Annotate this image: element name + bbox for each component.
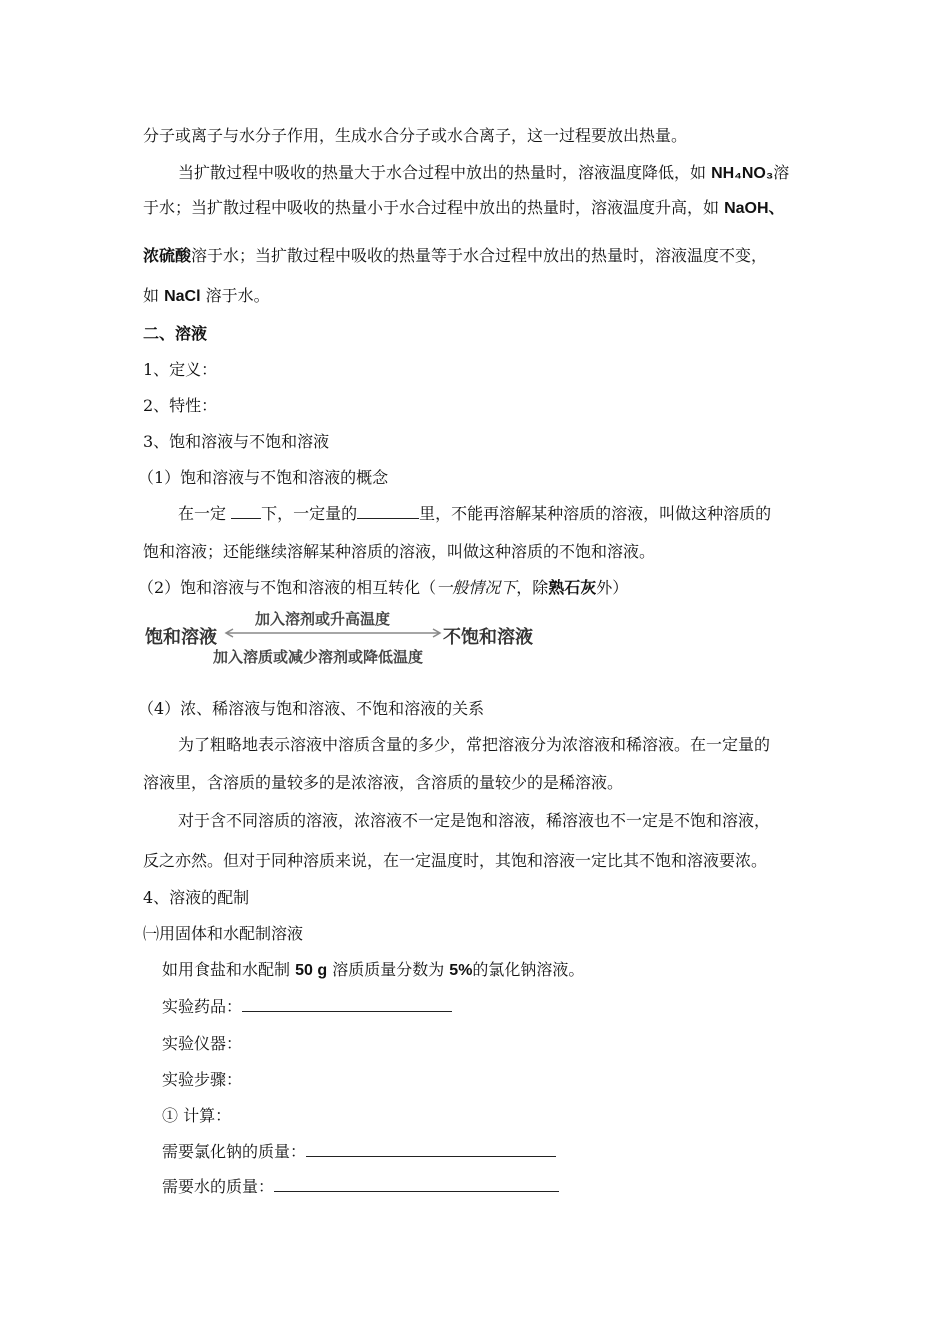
paragraph-line [0,244,950,268]
text: 的氯化钠溶液。 [472,960,585,979]
heading-text: 二、溶液 [143,324,208,343]
diagram-right-label: 不饱和溶液 [443,627,533,648]
text: 如用食盐和水配制 [162,960,296,979]
list-item [0,358,950,382]
section-heading [0,322,950,346]
text: （1）饱和溶液与不饱和溶液的概念 [138,468,389,487]
text: 在一定 [178,504,232,523]
text: 1、定义： [143,360,218,379]
form-line [0,1140,950,1164]
list-item [0,394,950,418]
text: 当扩散过程中吸收的热量大于水合过程中放出的热量时，溶液温度降低，如 [178,163,712,182]
text: 反之亦然。但对于同种溶质来说，在一定温度时，其饱和溶液一定比其不饱和溶液要浓。 [143,851,768,870]
chem-formula: NH₄NO₃ [711,165,774,182]
list-item [0,886,950,910]
paragraph-line [0,809,950,833]
form-line [0,1032,950,1056]
text: 4、溶液的配制 [143,888,250,907]
chem-formula: NaCl [164,288,201,305]
text: 对于含不同溶质的溶液，浓溶液不一定是饱和溶液，稀溶液也不一定是不饱和溶液， [178,811,771,830]
field-label: 需要氯化钠的质量： [162,1142,307,1161]
text: （2）饱和溶液与不饱和溶液的相互转化（ [138,578,437,597]
paragraph-line [0,771,950,795]
sub-item [0,697,950,721]
paragraph-line [0,284,950,309]
sub-item [0,466,950,490]
form-line [0,1068,950,1092]
text: 下，一定量的 [261,504,358,523]
text: 3、饱和溶液与不饱和溶液 [143,432,330,451]
text: 饱和溶液；还能继续溶解某种溶质的溶液，叫做这种溶质的不饱和溶液。 [143,542,656,561]
text: 外） [596,578,629,597]
paragraph-line [0,540,950,564]
sub-item [0,922,950,946]
diagram-bottom-label: 加入溶质或减少溶剂或降低温度 [213,648,424,666]
text: （4）浓、稀溶液与饱和溶液、不饱和溶液的关系 [138,699,485,718]
text: ，除 [516,578,549,597]
quantity: 50 g [295,962,328,979]
diagram-left-label: 饱和溶液 [145,627,217,648]
text: 2、特性： [143,396,218,415]
bold-term: 浓硫酸 [143,246,192,265]
text: 如 [143,286,165,305]
fill-blank[interactable] [306,1142,556,1157]
sub-item [0,576,950,600]
paragraph-line [0,124,950,148]
field-label: 实验仪器： [162,1034,243,1053]
diagram-top-label: 加入溶剂或升高温度 [255,610,391,628]
paragraph-line [0,161,950,186]
fill-blank[interactable] [242,997,452,1012]
text: ㈠用固体和水配制溶液 [143,924,304,943]
field-label: 实验药品： [162,997,243,1016]
quantity: 5% [449,962,473,979]
list-item [0,430,950,454]
fill-blank[interactable] [357,504,419,519]
fill-blank[interactable] [231,504,261,519]
double-arrow-icon [223,628,443,638]
paragraph-line [0,502,950,526]
text: 里，不能再溶解某种溶质的溶液，叫做这种溶质的 [419,504,772,523]
text: 溶 [773,163,790,182]
text: 溶质质量分数为 [327,960,450,979]
italic-note: 一般情况下 [436,578,517,597]
form-line [0,1175,950,1199]
text: 为了粗略地表示溶液中溶质含量的多少，常把溶液分为浓溶液和稀溶液。在一定量的 [178,735,771,754]
field-label: 实验步骤： [162,1070,243,1089]
text: 分子或离子与水分子作用，生成水合分子或水合离子，这一过程要放出热量。 [143,126,688,145]
text: 溶于水。 [200,286,270,305]
chem-formula: NaOH、 [724,200,785,217]
paragraph-line [0,849,950,873]
text: 溶于水；当扩散过程中吸收的热量等于水合过程中放出的热量时，溶液温度不变， [191,246,768,265]
paragraph-line [0,196,950,221]
form-line [0,995,950,1019]
conversion-diagram [143,608,563,670]
step-item [0,1104,950,1128]
text: 于水；当扩散过程中吸收的热量小于水合过程中放出的热量时，溶液温度升高，如 [143,198,725,217]
paragraph-line [0,958,950,983]
field-label: 需要水的质量： [162,1177,275,1196]
text: 溶液里，含溶质的量较多的是浓溶液，含溶质的量较少的是稀溶液。 [143,773,624,792]
text: ① 计算： [162,1106,232,1125]
paragraph-line [0,733,950,757]
bold-term: 熟石灰 [548,578,597,597]
fill-blank[interactable] [274,1177,559,1192]
